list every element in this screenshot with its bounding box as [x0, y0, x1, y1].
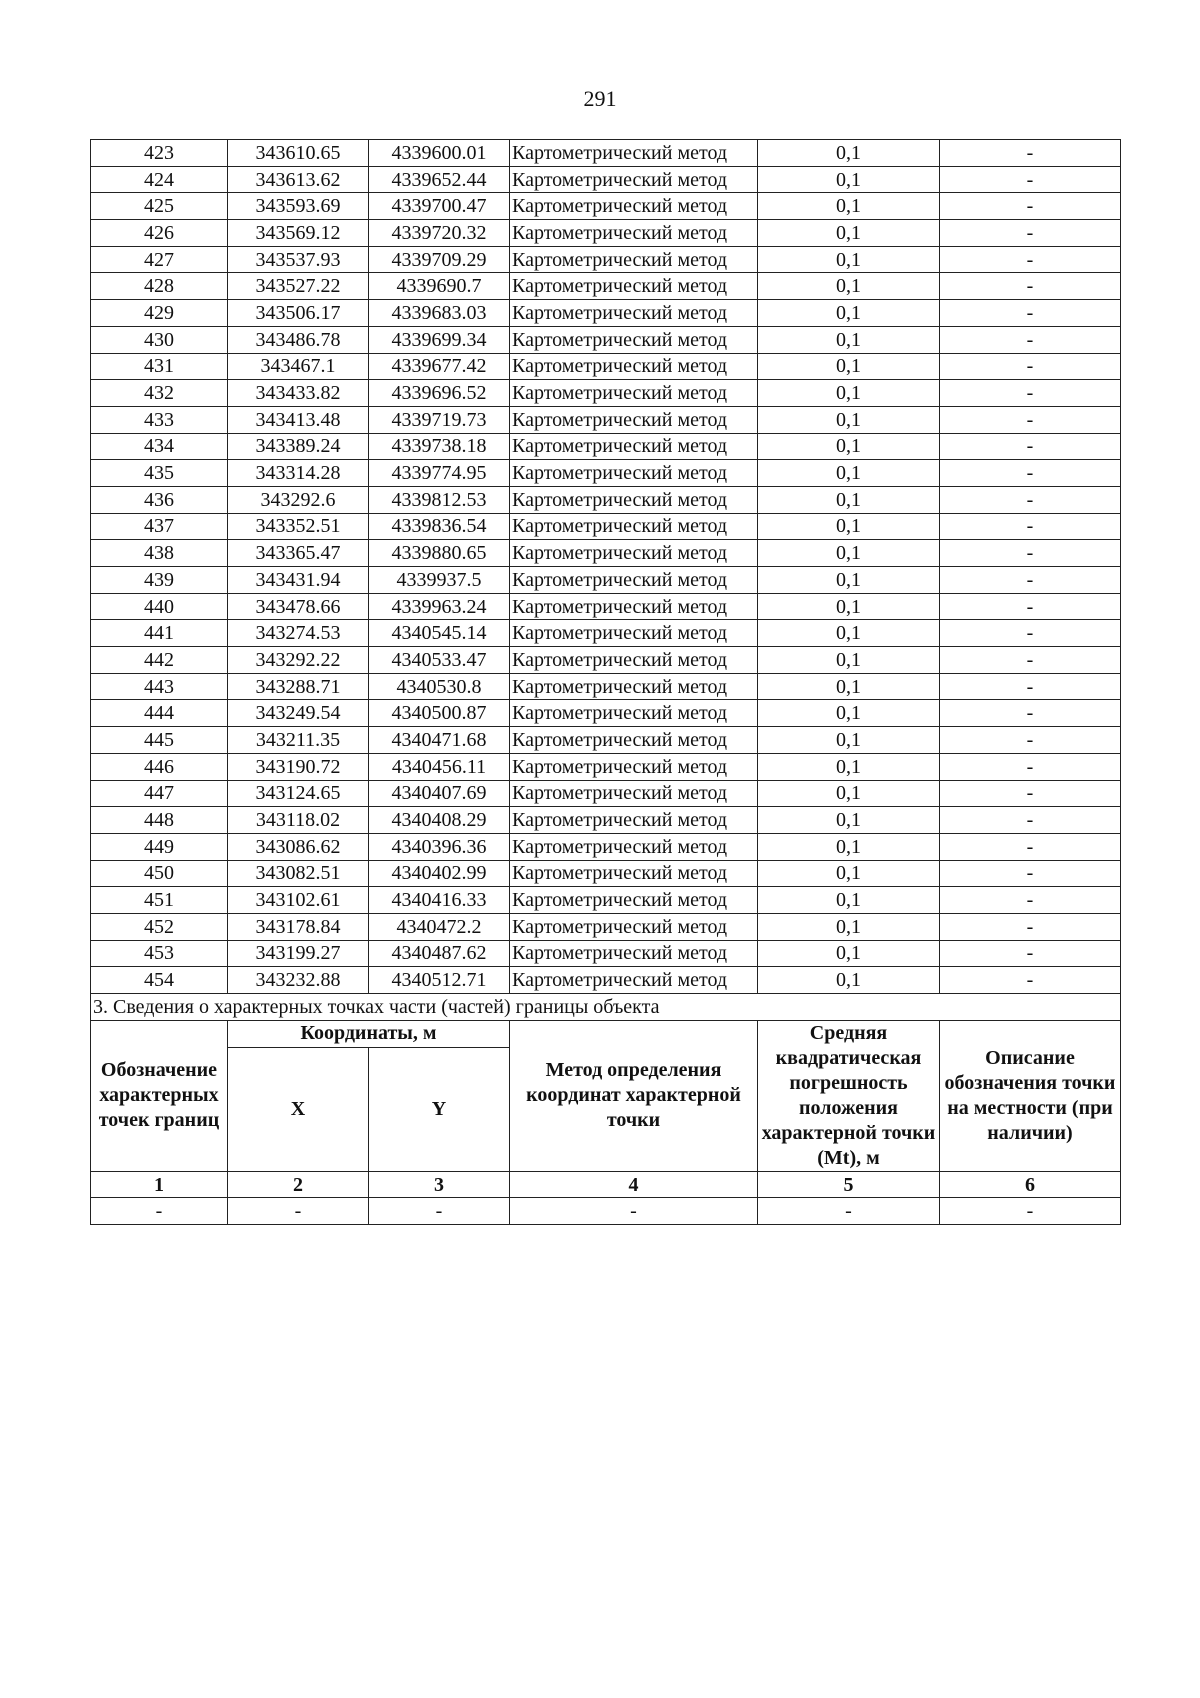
method-cell: Картометрический метод [510, 887, 758, 914]
table-row [91, 166, 1121, 193]
coord-y-cell: 4340512.71 [369, 967, 510, 994]
mean-error-cell: 0,1 [758, 780, 940, 807]
point-number-cell: 454 [91, 967, 228, 994]
description-cell: - [940, 567, 1121, 594]
description-cell: - [940, 647, 1121, 674]
section-title-row [91, 994, 1121, 1021]
coord-y-cell: 4340402.99 [369, 860, 510, 887]
table-row [91, 833, 1121, 860]
method-cell: Картометрический метод [510, 326, 758, 353]
point-number-cell: 429 [91, 300, 228, 327]
coord-x-cell: 343413.48 [228, 406, 369, 433]
table-row [91, 860, 1121, 887]
description-cell: - [940, 513, 1121, 540]
coord-y-cell: 4340408.29 [369, 807, 510, 834]
point-number-cell: 438 [91, 540, 228, 567]
column-number: 6 [940, 1171, 1121, 1198]
mean-error-cell: 0,1 [758, 433, 940, 460]
empty-cell: - [510, 1198, 758, 1225]
point-number-cell: 444 [91, 700, 228, 727]
coord-y-cell: 4340456.11 [369, 753, 510, 780]
point-number-cell: 441 [91, 620, 228, 647]
table-row [91, 727, 1121, 754]
coord-x-cell: 343486.78 [228, 326, 369, 353]
method-cell: Картометрический метод [510, 486, 758, 513]
coord-y-cell: 4340487.62 [369, 940, 510, 967]
coord-x-cell: 343433.82 [228, 380, 369, 407]
mean-error-cell: 0,1 [758, 540, 940, 567]
coord-y-cell: 4340407.69 [369, 780, 510, 807]
mean-error-cell: 0,1 [758, 326, 940, 353]
empty-data-row [91, 1198, 1121, 1225]
point-number-cell: 439 [91, 567, 228, 594]
method-cell: Картометрический метод [510, 913, 758, 940]
page-number: 291 [583, 86, 617, 111]
header-description: Описание обозначения точки на местности (при наличии) [940, 1020, 1121, 1171]
table-body [91, 140, 1121, 994]
coord-y-cell: 4339600.01 [369, 140, 510, 167]
coord-y-cell: 4339700.47 [369, 193, 510, 220]
description-cell: - [940, 540, 1121, 567]
description-cell: - [940, 460, 1121, 487]
table-row [91, 300, 1121, 327]
coord-y-cell: 4339720.32 [369, 220, 510, 247]
description-cell: - [940, 833, 1121, 860]
description-cell: - [940, 887, 1121, 914]
coord-x-cell: 343124.65 [228, 780, 369, 807]
point-number-cell: 448 [91, 807, 228, 834]
column-number: 1 [91, 1171, 228, 1198]
description-cell: - [940, 220, 1121, 247]
coord-y-cell: 4340416.33 [369, 887, 510, 914]
mean-error-cell: 0,1 [758, 486, 940, 513]
coord-y-cell: 4339652.44 [369, 166, 510, 193]
point-number-cell: 452 [91, 913, 228, 940]
table-row [91, 460, 1121, 487]
description-cell: - [940, 486, 1121, 513]
column-number: 3 [369, 1171, 510, 1198]
table-row [91, 913, 1121, 940]
point-number-cell: 450 [91, 860, 228, 887]
coord-y-cell: 4339719.73 [369, 406, 510, 433]
mean-error-cell: 0,1 [758, 406, 940, 433]
table-row [91, 940, 1121, 967]
description-cell: - [940, 433, 1121, 460]
method-cell: Картометрический метод [510, 353, 758, 380]
coord-x-cell: 343365.47 [228, 540, 369, 567]
mean-error-cell: 0,1 [758, 593, 940, 620]
coord-x-cell: 343232.88 [228, 967, 369, 994]
empty-cell: - [940, 1198, 1121, 1225]
point-number-cell: 428 [91, 273, 228, 300]
empty-cell: - [91, 1198, 228, 1225]
table-row [91, 647, 1121, 674]
coord-x-cell: 343527.22 [228, 273, 369, 300]
method-cell: Картометрический метод [510, 753, 758, 780]
coord-x-cell: 343102.61 [228, 887, 369, 914]
table-row [91, 246, 1121, 273]
coord-x-cell: 343178.84 [228, 913, 369, 940]
coord-x-cell: 343610.65 [228, 140, 369, 167]
coord-y-cell: 4339677.42 [369, 353, 510, 380]
mean-error-cell: 0,1 [758, 513, 940, 540]
description-cell: - [940, 753, 1121, 780]
method-cell: Картометрический метод [510, 273, 758, 300]
method-cell: Картометрический метод [510, 620, 758, 647]
table-row [91, 593, 1121, 620]
method-cell: Картометрический метод [510, 166, 758, 193]
coord-y-cell: 4339963.24 [369, 593, 510, 620]
method-cell: Картометрический метод [510, 567, 758, 594]
table-row [91, 326, 1121, 353]
coord-x-cell: 343593.69 [228, 193, 369, 220]
table-row [91, 753, 1121, 780]
coord-y-cell: 4339699.34 [369, 326, 510, 353]
description-cell: - [940, 406, 1121, 433]
point-number-cell: 447 [91, 780, 228, 807]
mean-error-cell: 0,1 [758, 833, 940, 860]
method-cell: Картометрический метод [510, 220, 758, 247]
description-cell: - [940, 620, 1121, 647]
description-cell: - [940, 273, 1121, 300]
description-cell: - [940, 380, 1121, 407]
column-number: 5 [758, 1171, 940, 1198]
coord-y-cell: 4340500.87 [369, 700, 510, 727]
table-row [91, 700, 1121, 727]
point-number-cell: 451 [91, 887, 228, 914]
table-row [91, 433, 1121, 460]
coord-x-cell: 343082.51 [228, 860, 369, 887]
method-cell: Картометрический метод [510, 140, 758, 167]
description-cell: - [940, 913, 1121, 940]
point-number-cell: 425 [91, 193, 228, 220]
mean-error-cell: 0,1 [758, 700, 940, 727]
header-row [91, 1020, 1121, 1047]
coord-x-cell: 343211.35 [228, 727, 369, 754]
method-cell: Картометрический метод [510, 246, 758, 273]
coord-y-cell: 4340533.47 [369, 647, 510, 674]
coord-x-cell: 343274.53 [228, 620, 369, 647]
coord-y-cell: 4339690.7 [369, 273, 510, 300]
description-cell: - [940, 700, 1121, 727]
column-numbers-row [91, 1171, 1121, 1198]
section-title: 3. Сведения о характерных точках части (частей) границы объекта [91, 994, 1121, 1021]
coord-y-cell: 4339696.52 [369, 380, 510, 407]
description-cell: - [940, 967, 1121, 994]
mean-error-cell: 0,1 [758, 860, 940, 887]
point-number-cell: 423 [91, 140, 228, 167]
mean-error-cell: 0,1 [758, 887, 940, 914]
mean-error-cell: 0,1 [758, 166, 940, 193]
coord-x-cell: 343389.24 [228, 433, 369, 460]
point-number-cell: 453 [91, 940, 228, 967]
coord-x-cell: 343314.28 [228, 460, 369, 487]
description-cell: - [940, 353, 1121, 380]
coord-y-cell: 4340545.14 [369, 620, 510, 647]
description-cell: - [940, 673, 1121, 700]
table-row [91, 620, 1121, 647]
coord-x-cell: 343478.66 [228, 593, 369, 620]
table-row [91, 807, 1121, 834]
mean-error-cell: 0,1 [758, 913, 940, 940]
point-number-cell: 437 [91, 513, 228, 540]
point-number-cell: 440 [91, 593, 228, 620]
coord-y-cell: 4339683.03 [369, 300, 510, 327]
coord-y-cell: 4339774.95 [369, 460, 510, 487]
mean-error-cell: 0,1 [758, 193, 940, 220]
description-cell: - [940, 193, 1121, 220]
description-cell: - [940, 727, 1121, 754]
point-number-cell: 449 [91, 833, 228, 860]
mean-error-cell: 0,1 [758, 753, 940, 780]
header-point-designation: Обозначение характерных точек границ [91, 1020, 228, 1171]
table-row [91, 887, 1121, 914]
coord-y-cell: 4340471.68 [369, 727, 510, 754]
method-cell: Картометрический метод [510, 967, 758, 994]
table-row [91, 273, 1121, 300]
description-cell: - [940, 246, 1121, 273]
coord-y-cell: 4340396.36 [369, 833, 510, 860]
method-cell: Картометрический метод [510, 833, 758, 860]
table-row [91, 540, 1121, 567]
table-row [91, 353, 1121, 380]
coord-y-cell: 4339812.53 [369, 486, 510, 513]
mean-error-cell: 0,1 [758, 567, 940, 594]
empty-cell: - [758, 1198, 940, 1225]
coord-x-cell: 343249.54 [228, 700, 369, 727]
method-cell: Картометрический метод [510, 540, 758, 567]
mean-error-cell: 0,1 [758, 300, 940, 327]
column-number: 2 [228, 1171, 369, 1198]
method-cell: Картометрический метод [510, 433, 758, 460]
coord-x-cell: 343086.62 [228, 833, 369, 860]
coord-y-cell: 4339937.5 [369, 567, 510, 594]
description-cell: - [940, 860, 1121, 887]
method-cell: Картометрический метод [510, 380, 758, 407]
method-cell: Картометрический метод [510, 727, 758, 754]
point-number-cell: 445 [91, 727, 228, 754]
method-cell: Картометрический метод [510, 700, 758, 727]
method-cell: Картометрический метод [510, 406, 758, 433]
coord-x-cell: 343537.93 [228, 246, 369, 273]
empty-cell: - [369, 1198, 510, 1225]
point-number-cell: 435 [91, 460, 228, 487]
method-cell: Картометрический метод [510, 860, 758, 887]
table-row [91, 406, 1121, 433]
point-number-cell: 442 [91, 647, 228, 674]
mean-error-cell: 0,1 [758, 620, 940, 647]
coord-x-cell: 343190.72 [228, 753, 369, 780]
coord-x-cell: 343288.71 [228, 673, 369, 700]
coord-x-cell: 343292.6 [228, 486, 369, 513]
coord-x-cell: 343199.27 [228, 940, 369, 967]
table-row [91, 380, 1121, 407]
point-number-cell: 427 [91, 246, 228, 273]
method-cell: Картометрический метод [510, 300, 758, 327]
method-cell: Картометрический метод [510, 513, 758, 540]
table-row [91, 486, 1121, 513]
coord-y-cell: 4339880.65 [369, 540, 510, 567]
description-cell: - [940, 940, 1121, 967]
mean-error-cell: 0,1 [758, 246, 940, 273]
coord-y-cell: 4339709.29 [369, 246, 510, 273]
table-row [91, 513, 1121, 540]
point-number-cell: 431 [91, 353, 228, 380]
point-number-cell: 424 [91, 166, 228, 193]
mean-error-cell: 0,1 [758, 967, 940, 994]
point-number-cell: 430 [91, 326, 228, 353]
section-3 [91, 994, 1121, 1225]
coord-x-cell: 343431.94 [228, 567, 369, 594]
point-number-cell: 443 [91, 673, 228, 700]
mean-error-cell: 0,1 [758, 140, 940, 167]
method-cell: Картометрический метод [510, 193, 758, 220]
table-row [91, 673, 1121, 700]
header-mean-error: Средняя квадратическая погрешность положения характерной точки (Mt), м [758, 1020, 940, 1171]
point-number-cell: 433 [91, 406, 228, 433]
mean-error-cell: 0,1 [758, 460, 940, 487]
header-x: X [228, 1047, 369, 1171]
header-coordinates: Координаты, м [228, 1020, 510, 1047]
mean-error-cell: 0,1 [758, 807, 940, 834]
coord-x-cell: 343292.22 [228, 647, 369, 674]
coord-x-cell: 343118.02 [228, 807, 369, 834]
point-number-cell: 436 [91, 486, 228, 513]
method-cell: Картометрический метод [510, 780, 758, 807]
mean-error-cell: 0,1 [758, 727, 940, 754]
coord-x-cell: 343569.12 [228, 220, 369, 247]
boundary-points-table [90, 139, 1121, 1225]
mean-error-cell: 0,1 [758, 647, 940, 674]
description-cell: - [940, 593, 1121, 620]
header-method: Метод определения координат характерной точки [510, 1020, 758, 1171]
header-y: Y [369, 1047, 510, 1171]
method-cell: Картометрический метод [510, 593, 758, 620]
coord-x-cell: 343352.51 [228, 513, 369, 540]
method-cell: Картометрический метод [510, 807, 758, 834]
table-row [91, 220, 1121, 247]
mean-error-cell: 0,1 [758, 940, 940, 967]
mean-error-cell: 0,1 [758, 273, 940, 300]
mean-error-cell: 0,1 [758, 220, 940, 247]
coord-y-cell: 4339836.54 [369, 513, 510, 540]
coord-y-cell: 4340530.8 [369, 673, 510, 700]
mean-error-cell: 0,1 [758, 353, 940, 380]
coord-y-cell: 4340472.2 [369, 913, 510, 940]
point-number-cell: 426 [91, 220, 228, 247]
table-row [91, 967, 1121, 994]
description-cell: - [940, 300, 1121, 327]
mean-error-cell: 0,1 [758, 380, 940, 407]
table-row [91, 193, 1121, 220]
method-cell: Картометрический метод [510, 673, 758, 700]
description-cell: - [940, 807, 1121, 834]
table-row [91, 780, 1121, 807]
method-cell: Картометрический метод [510, 460, 758, 487]
coord-x-cell: 343506.17 [228, 300, 369, 327]
description-cell: - [940, 780, 1121, 807]
method-cell: Картометрический метод [510, 647, 758, 674]
coord-y-cell: 4339738.18 [369, 433, 510, 460]
mean-error-cell: 0,1 [758, 673, 940, 700]
coord-x-cell: 343467.1 [228, 353, 369, 380]
table-row [91, 567, 1121, 594]
method-cell: Картометрический метод [510, 940, 758, 967]
description-cell: - [940, 140, 1121, 167]
point-number-cell: 446 [91, 753, 228, 780]
column-number: 4 [510, 1171, 758, 1198]
point-number-cell: 432 [91, 380, 228, 407]
table-row [91, 140, 1121, 167]
empty-cell: - [228, 1198, 369, 1225]
coord-x-cell: 343613.62 [228, 166, 369, 193]
point-number-cell: 434 [91, 433, 228, 460]
description-cell: - [940, 166, 1121, 193]
description-cell: - [940, 326, 1121, 353]
